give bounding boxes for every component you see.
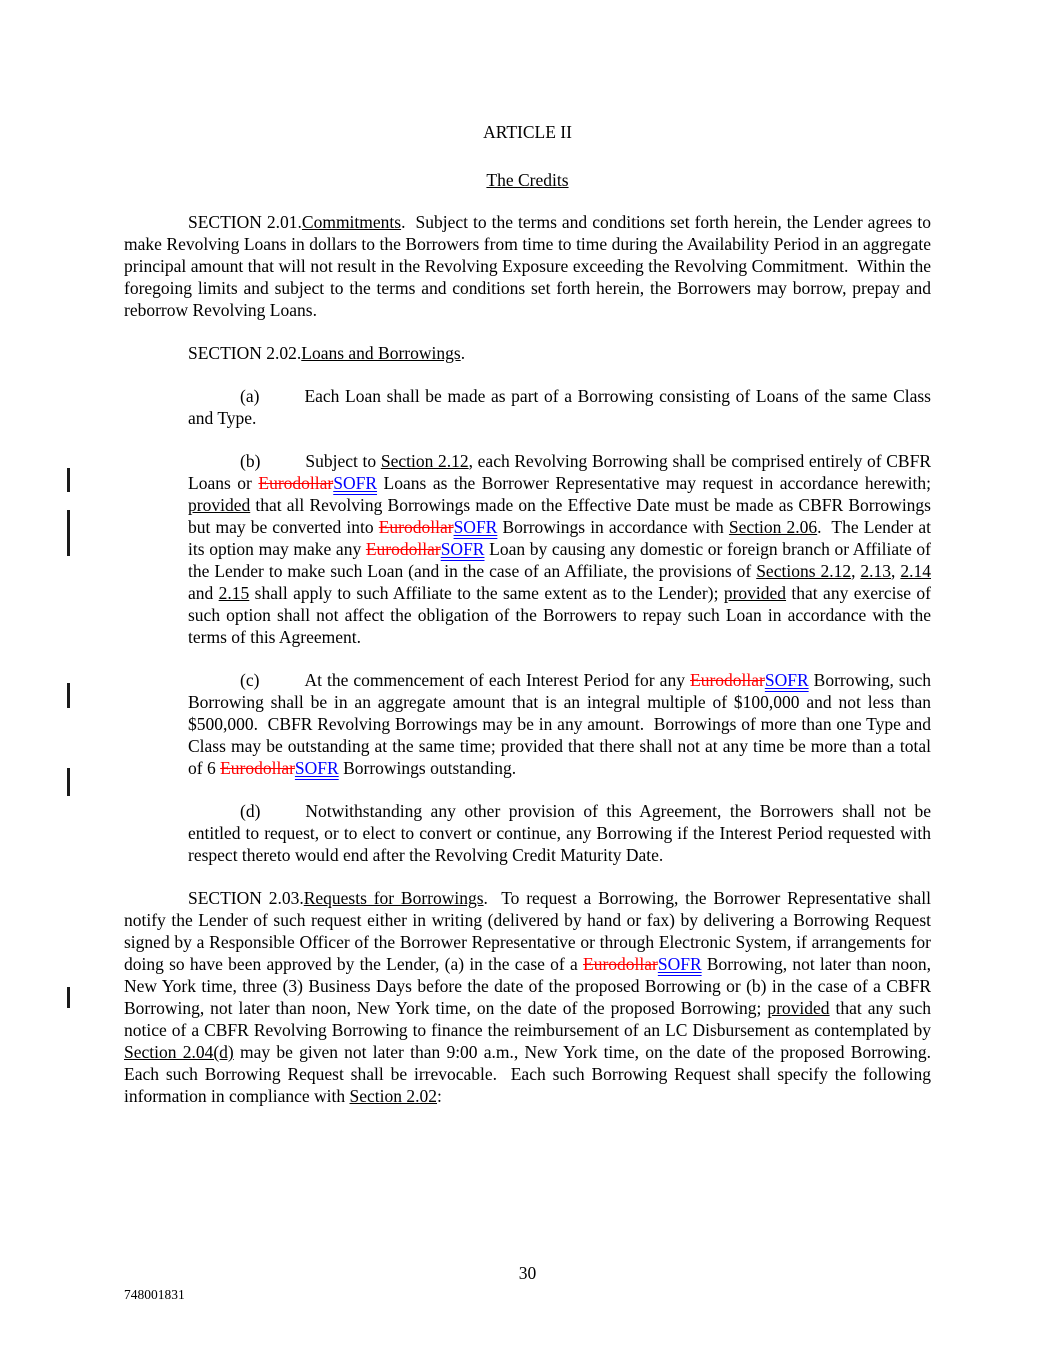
change-bar <box>67 768 70 796</box>
text-run: . <box>460 343 466 363</box>
text-run: Notwithstanding any other provision of this Agreement, the Borrowers shall not be entitled to request, or to elect to convert or continue, any Borrowing if the Interest Period requested with respect thereto would end after the Revolving Credit Maturity Date. <box>188 801 936 865</box>
change-bar <box>67 468 70 492</box>
text-run: SECTION 2.01. <box>188 212 302 232</box>
paragraph-2-02-a <box>188 385 936 429</box>
text-run: , each Revolving Borrowing shall be comprised entirely of CBFR Loans or <box>188 451 936 493</box>
section-2-03-requests-for-borrowings <box>124 887 940 1107</box>
inserted-text: SOFR <box>453 517 498 537</box>
text-run: Borrowings outstanding. <box>338 758 517 778</box>
text-run: Borrowing, not later than noon, New York time, three (3) Business Days before the date of the proposed Borrowing or (b) in the case of a CBFR Borrowing, not later than noon, New York time, on the date of the proposed Borrowing; <box>124 954 936 1018</box>
change-bar <box>67 987 70 1008</box>
deleted-text: Eurodollar <box>378 517 454 537</box>
text-run: Borrowing, such Borrowing shall be in an aggregate amount that is an integral multiple of $100,000 and not less than $500,000. CBFR Revolving Borrowings may be in any amount. Borrowings of more than one Type and Class may be outstanding at the same time; provided that there shall not at any time be more than a total of 6 <box>188 670 936 778</box>
text-run: Section 2.06 <box>728 517 818 537</box>
text-run: that any exercise of such option shall not affect the obligation of the Borrowers to repay such Loan in accordance with the terms of this Agreement. <box>188 583 936 647</box>
document-id-footer: 748001831 <box>124 1287 185 1302</box>
deleted-text: Eurodollar <box>690 670 765 690</box>
section-2-01-commitments <box>124 211 936 321</box>
text-run: 2.14 <box>900 561 931 581</box>
text-run: provided <box>188 495 251 515</box>
text-run: may be given not later than 9:00 a.m., New York time, on the date of the proposed Borrowing. Each such Borrowing Request shall be irrevocable. Each such Borrowing Request shall specify the following information in compliance with <box>124 1042 940 1106</box>
text-run: Subject to <box>305 451 381 471</box>
article-heading: ARTICLE II <box>483 122 572 142</box>
deleted-text: Eurodollar <box>258 473 334 493</box>
text-run: (a) <box>240 386 260 406</box>
text-run: (c) <box>240 670 260 690</box>
document-body <box>124 190 940 1107</box>
text-run: that all Revolving Borrowings made on the Effective Date must be made as CBFR Borrowings but may be converted into <box>188 495 936 537</box>
text-run: SECTION 2.02. <box>188 343 302 363</box>
text-run: , <box>851 561 861 581</box>
inserted-text: SOFR <box>440 539 485 559</box>
text-run: At the commencement of each Interest Period for any <box>304 670 690 690</box>
text-run: 2.13 <box>860 561 892 581</box>
inserted-text: SOFR <box>294 758 339 778</box>
text-run: SECTION 2.03. <box>188 888 304 908</box>
inserted-text: SOFR <box>657 954 702 974</box>
text-run: provided <box>767 998 830 1018</box>
text-run: provided <box>723 583 787 603</box>
text-run: , <box>891 561 901 581</box>
text-run: Section 2.12 <box>380 451 469 471</box>
text-run: Commitments <box>301 212 402 232</box>
inserted-text: SOFR <box>333 473 378 493</box>
text-run: Loan by causing any domestic or foreign branch or Affiliate of the Lender to make such Loan (and in the case of an Affiliate, the provisions of <box>188 539 936 581</box>
text-run: : <box>437 1086 442 1106</box>
inserted-text: SOFR <box>764 670 809 690</box>
text-run: Sections 2.12 <box>756 561 852 581</box>
text-run: Section 2.04(d) <box>124 1042 234 1062</box>
paragraph-2-02-d <box>188 800 936 866</box>
text-run: 2.15 <box>218 583 250 603</box>
text-run: that any such notice of a CBFR Revolving Borrowing to finance the reimbursement of an LC Disbursement as contemplated by <box>124 998 936 1040</box>
paragraph-2-02-c <box>188 669 936 779</box>
deleted-text: Eurodollar <box>220 758 295 778</box>
deleted-text: Eurodollar <box>583 954 658 974</box>
paragraph-2-02-b <box>188 450 936 648</box>
article-subheading-text: The Credits <box>486 170 569 190</box>
text-run: Each Loan shall be made as part of a Borrowing consisting of Loans of the same Class and Type. <box>188 386 936 428</box>
text-run: Section 2.02 <box>349 1086 438 1106</box>
text-run: shall apply to such Affiliate to the same extent as to the Lender); <box>249 583 724 603</box>
text-run: . The Lender at its option may make any <box>188 517 936 559</box>
text-run: (d) <box>240 801 261 821</box>
text-run: . To request a Borrowing, the Borrower Representative shall notify the Lender of such request either in writing (delivered by hand or fax) by delivering a Borrowing Request signed by a Responsible Officer of the Borrower Representative or through Electronic System, if arrangements for doing so have been approved by the Lender, (a) in the case of a <box>124 888 936 974</box>
text-run: . Subject to the terms and conditions set forth herein, the Lender agrees to make Revolving Loans in dollars to the Borrowers from time to time during the Availability Period in an aggregate principal amount that will not result in the Revolving Exposure exceeding the Revolving Commitment. Within the foregoing limits and subject to the terms and conditions set forth herein, the Borrowers may borrow, prepay and reborrow Revolving Loans. <box>124 212 936 320</box>
article-subheading <box>0 169 1055 191</box>
change-bar <box>67 510 70 556</box>
deleted-text: Eurodollar <box>365 539 441 559</box>
text-run: and <box>188 561 936 603</box>
change-bar <box>67 683 70 708</box>
text-run: Requests for Borrowings <box>303 888 484 908</box>
section-2-02-loans-and-borrowings <box>124 342 931 364</box>
text-run: Loans as the Borrower Representative may request in accordance herewith; <box>377 473 936 493</box>
page-number: 30 <box>518 1263 537 1283</box>
text-run: Borrowings in accordance with <box>497 517 729 537</box>
text-run: Loans and Borrowings <box>301 343 461 363</box>
text-run: (b) <box>240 451 261 471</box>
